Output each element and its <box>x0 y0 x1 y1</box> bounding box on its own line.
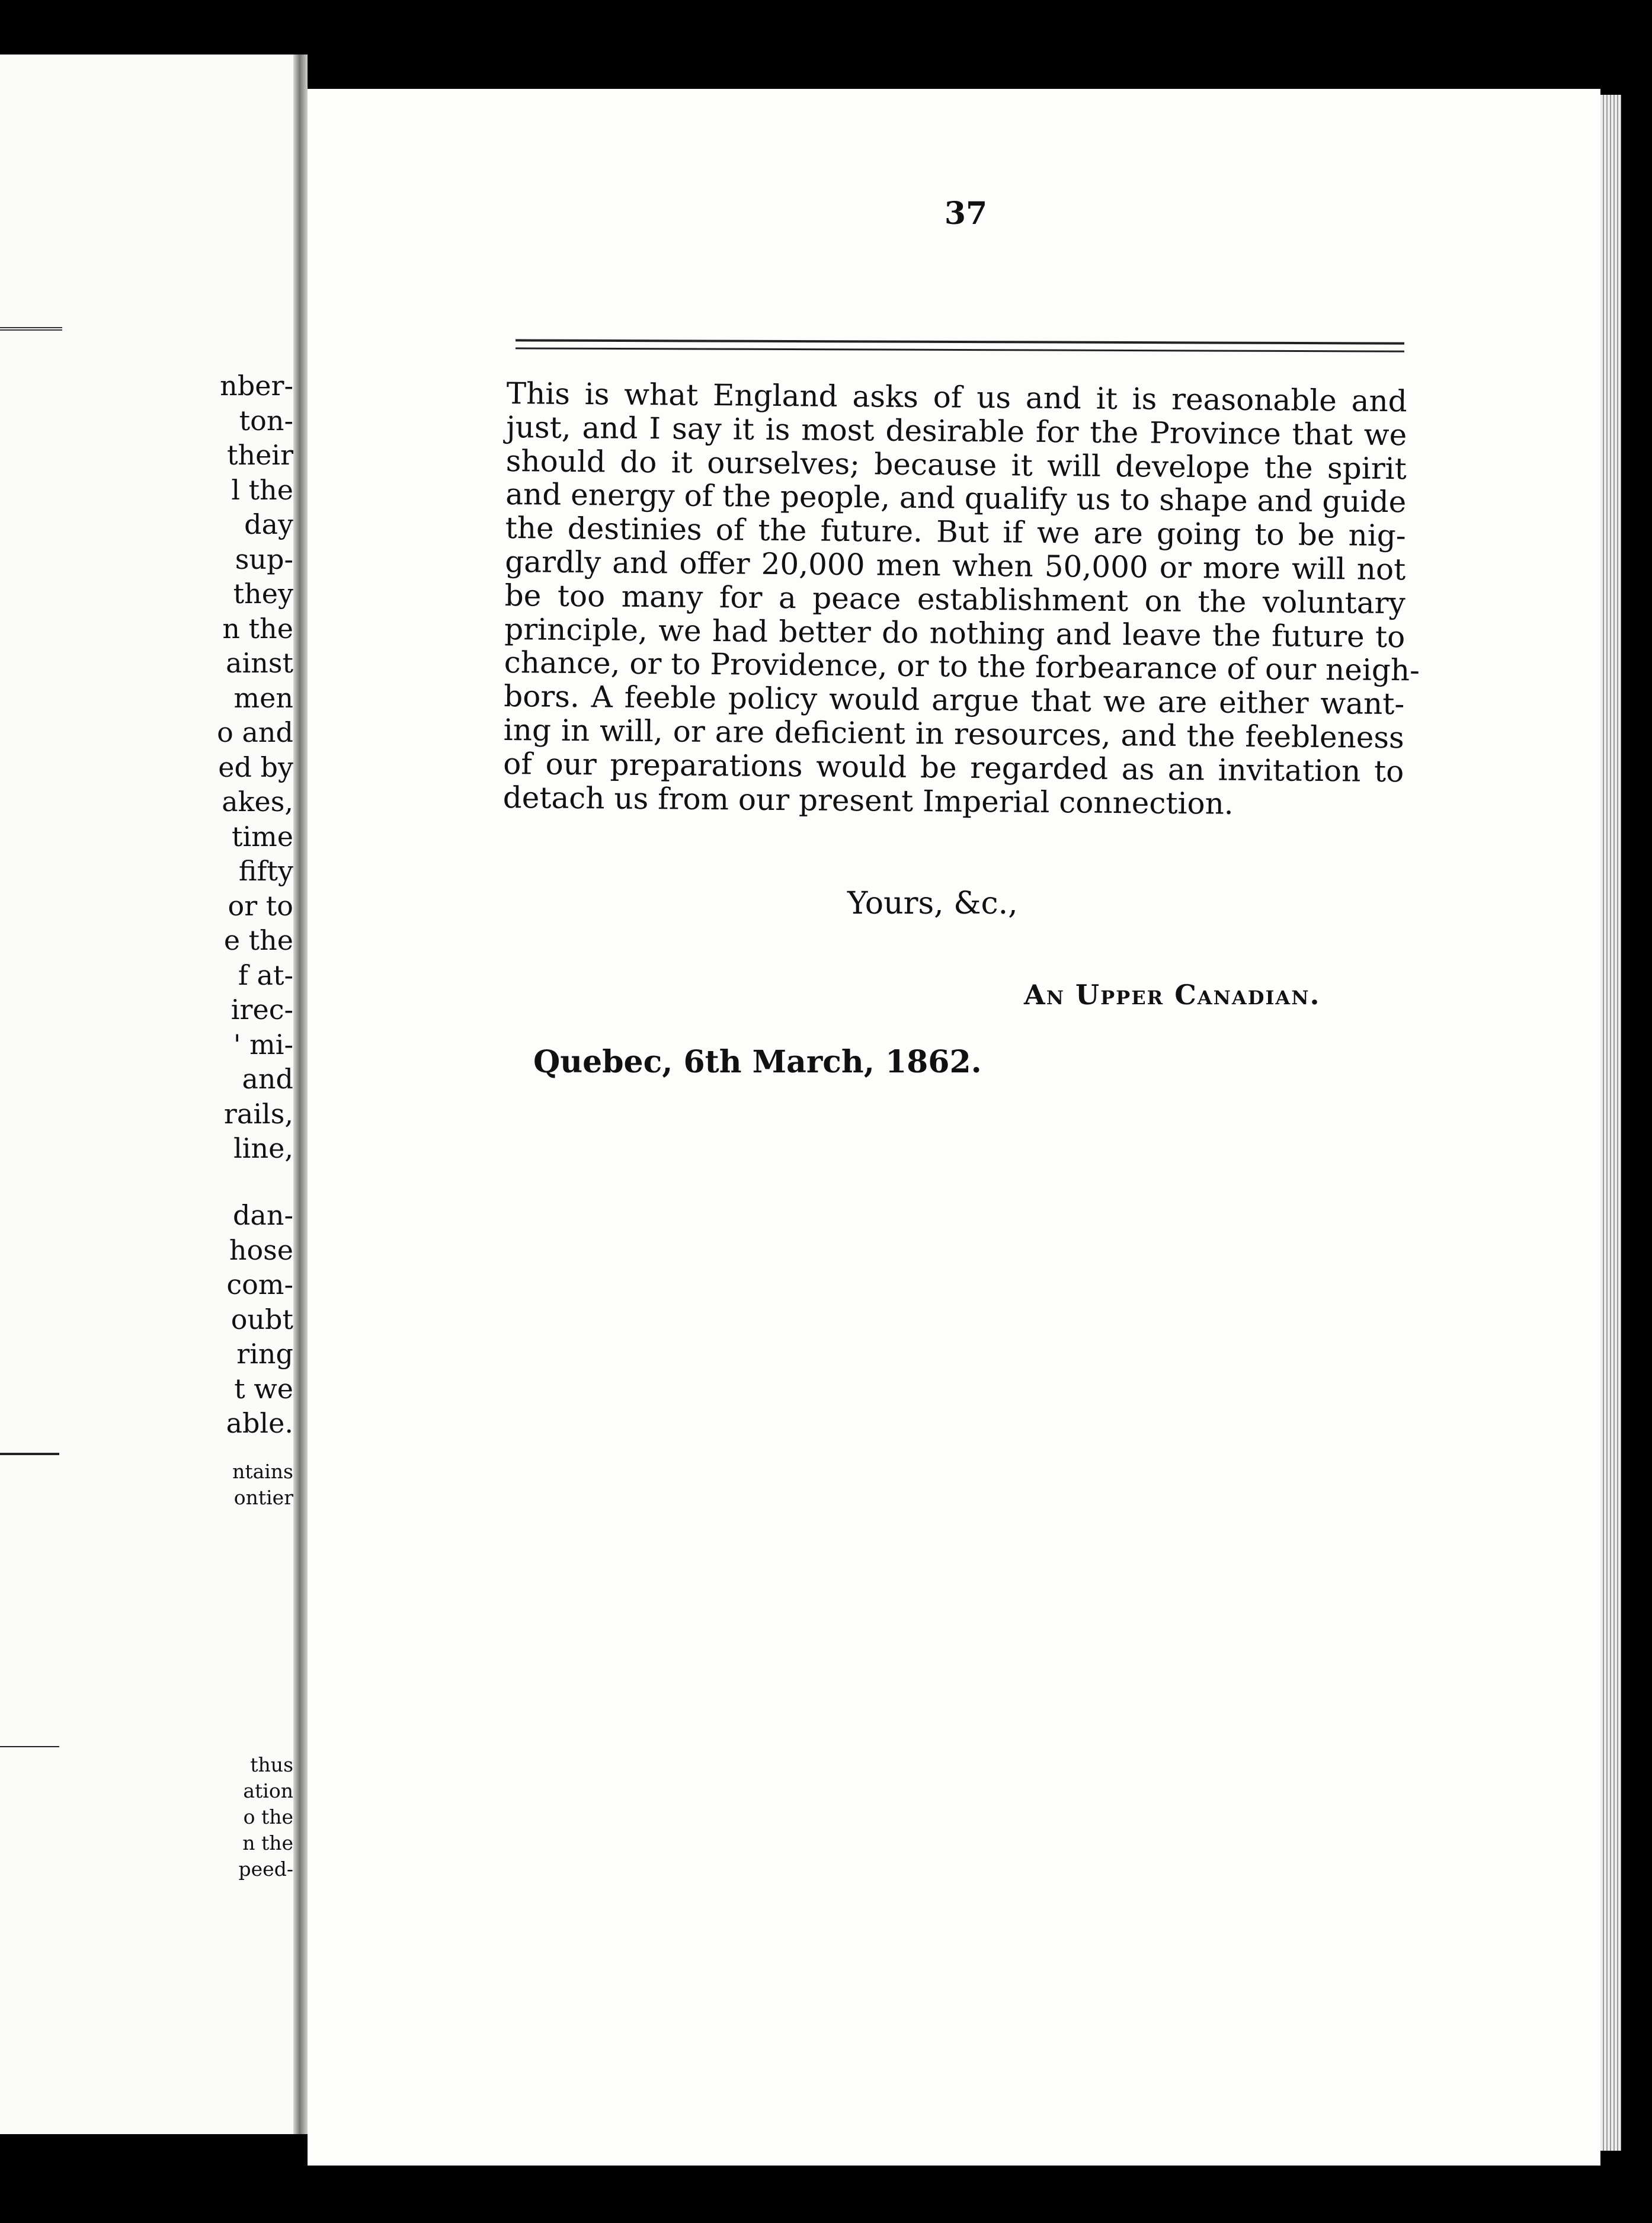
previous-page-line: ' mi- <box>233 1028 293 1061</box>
paragraph-line: chance, or to Providence, or to the forbearance of our neigh- <box>504 645 1420 688</box>
previous-page-fragment <box>0 55 299 2134</box>
page-number: 37 <box>944 196 988 232</box>
previous-page-line: rails, <box>223 1097 293 1130</box>
previous-page-line: men <box>233 681 293 714</box>
paragraph-line: detach us from our present Imperial connection. <box>502 780 1234 821</box>
previous-page-line: time <box>231 820 293 853</box>
previous-page-line: n the <box>222 612 293 645</box>
body-paragraph <box>502 376 1420 822</box>
previous-page-line: fifty <box>238 855 293 887</box>
previous-page-line: n the <box>242 1831 293 1854</box>
previous-page-line: ring <box>236 1338 293 1370</box>
previous-page-line: o and <box>217 716 293 748</box>
page-edges <box>1600 95 1621 2151</box>
signature: An Upper Canadian. <box>1024 979 1321 1011</box>
paragraph-line: of our preparations would be regarded as an invitation to <box>503 746 1404 789</box>
previous-page-line: ton- <box>239 404 293 437</box>
previous-page-line: l the <box>231 473 293 506</box>
previous-page-line: oubt <box>230 1303 293 1335</box>
previous-page-line: ainst <box>226 647 293 679</box>
paragraph-line: gardly and offer 20,000 men when 50,000 or more will not <box>505 544 1406 587</box>
previous-page-line: f at- <box>238 959 293 991</box>
paragraph-line: This is what England asks of us and it is reasonable and <box>506 376 1407 419</box>
salutation: Yours, &c., <box>847 886 1018 921</box>
previous-page-line: ntains <box>232 1460 293 1483</box>
paragraph-line: bors. A feeble policy would argue that we are either want- <box>504 679 1405 722</box>
paragraph-line: should do it ourselves; because it will develope the spirit <box>505 443 1407 486</box>
previous-page-line: line, <box>233 1132 293 1164</box>
paragraph-line: principle, we had better do nothing and leave the future to <box>504 611 1406 654</box>
dateline: Quebec, 6th March, 1862. <box>533 1044 982 1080</box>
previous-page-line: irec- <box>230 994 293 1026</box>
paragraph-line: the destinies of the future. But if we are going to be nig- <box>505 511 1406 553</box>
previous-page-line: nber- <box>220 370 293 402</box>
previous-page-line: akes, <box>222 786 293 818</box>
previous-page-header-rule <box>0 327 62 331</box>
paragraph-line: and energy of the people, and qualify us to shape and guide <box>505 477 1407 520</box>
previous-page-line: dan- <box>232 1199 293 1231</box>
previous-page-line: t we <box>234 1372 293 1405</box>
previous-page-line: o the <box>243 1805 293 1828</box>
previous-page-footnote-rule <box>0 1453 59 1455</box>
previous-page-line: able. <box>226 1407 293 1439</box>
previous-page-line: ed by <box>218 751 293 783</box>
previous-page-line: they <box>233 578 293 610</box>
previous-page-line: their <box>226 439 293 471</box>
paragraph-line: ing in will, or are deficient in resources, and the feebleness <box>503 712 1404 755</box>
previous-page-line: ation <box>243 1779 293 1802</box>
previous-page-line: thus <box>250 1753 293 1776</box>
previous-page-line: day <box>244 508 293 540</box>
previous-page-line: peed- <box>238 1857 293 1881</box>
paragraph-line: just, and I say it is most desirable for the Province that we <box>506 409 1407 453</box>
previous-page-line: hose <box>229 1234 293 1266</box>
previous-page-line: e the <box>223 924 293 956</box>
previous-page-line: ontier <box>233 1486 293 1509</box>
previous-page-footnote-rule-2 <box>0 1746 59 1747</box>
book-binding-gutter <box>293 55 308 2134</box>
paragraph-line: be too many for a peace establishment on the voluntary <box>504 578 1406 621</box>
previous-page-line: or to <box>228 889 293 922</box>
previous-page-line: com- <box>226 1269 293 1301</box>
previous-page-line: sup- <box>235 543 293 575</box>
previous-page-line: and <box>242 1063 293 1095</box>
